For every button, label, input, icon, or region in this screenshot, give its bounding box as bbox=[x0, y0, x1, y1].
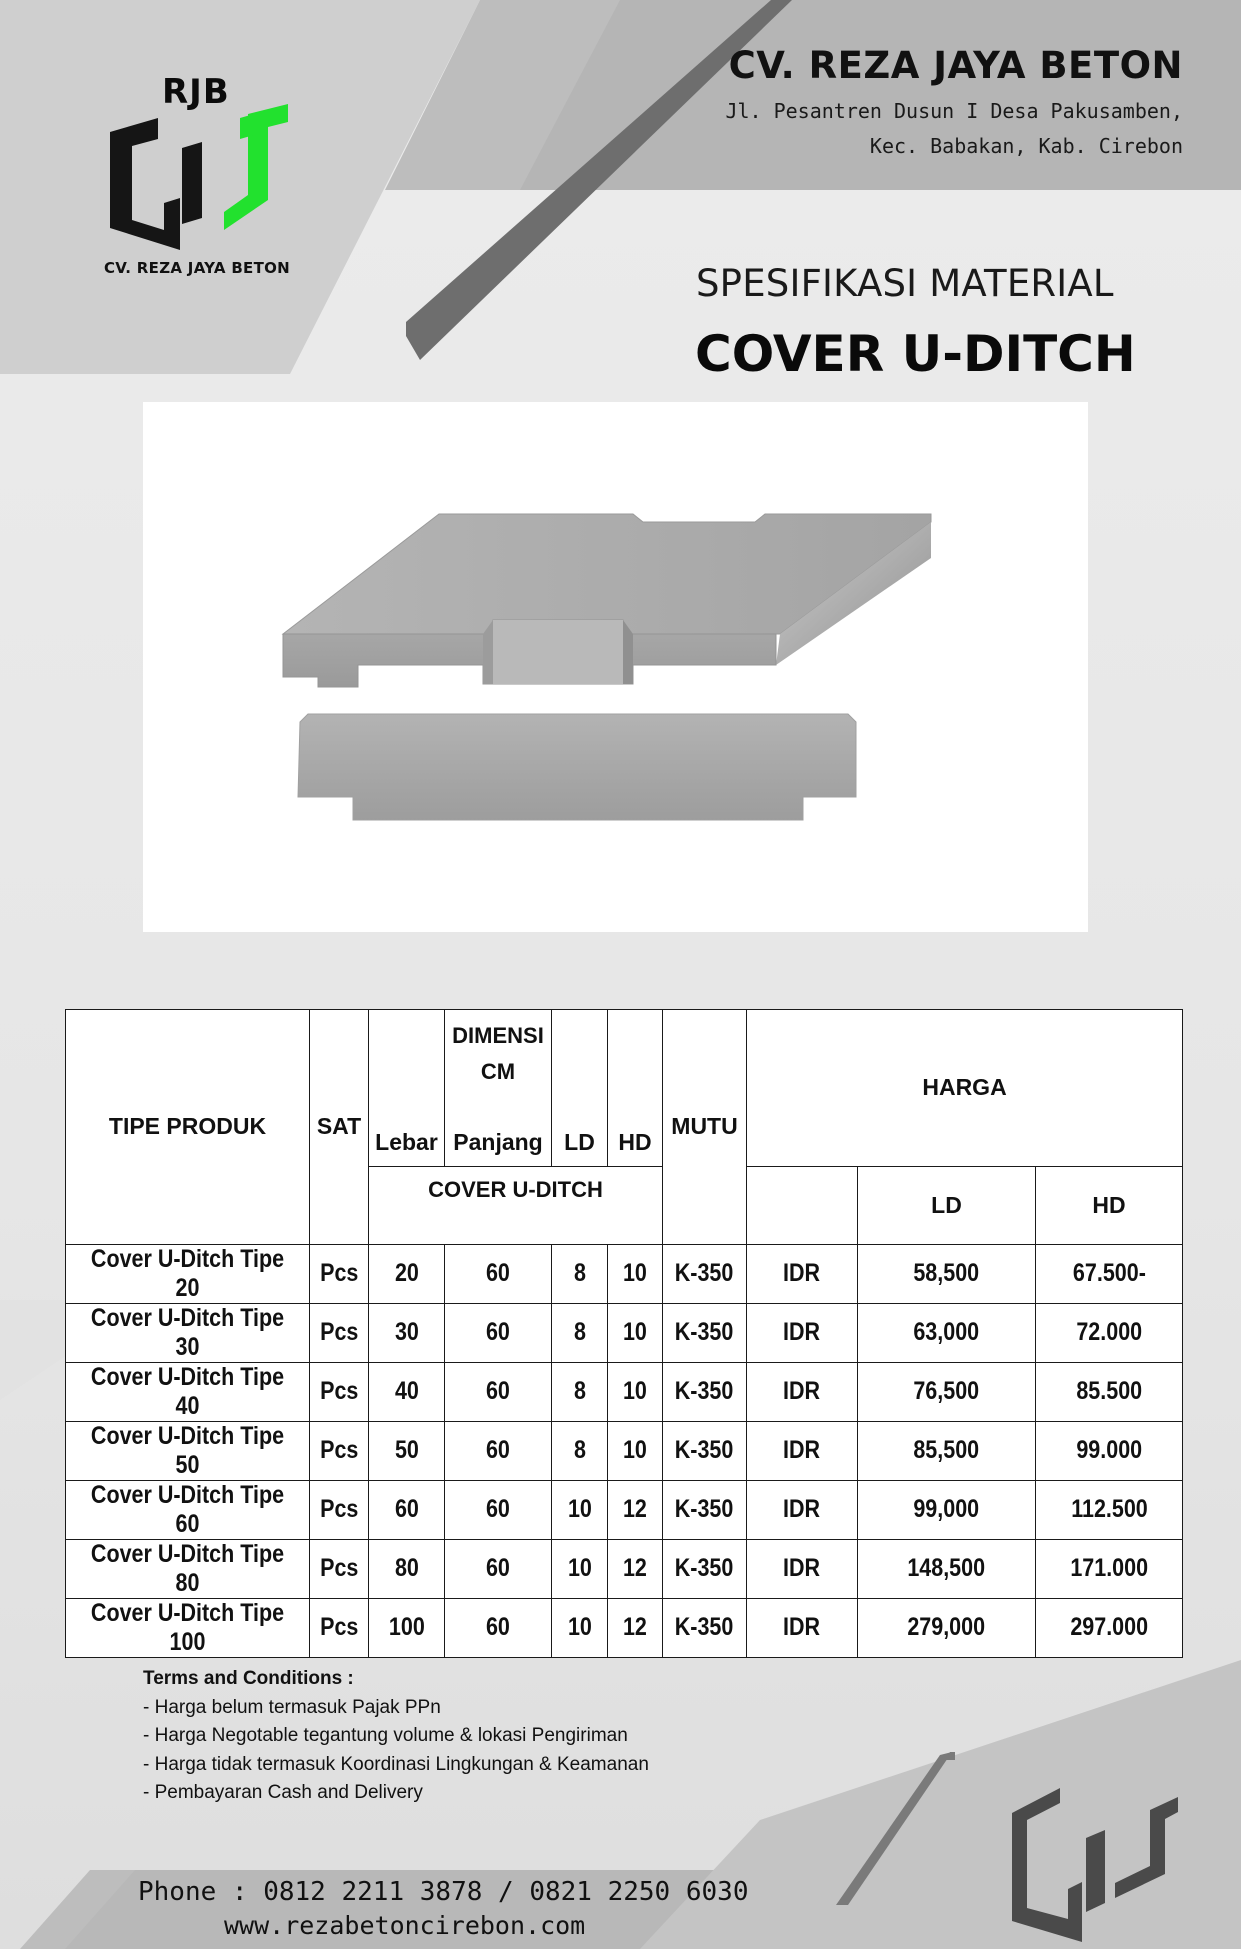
cell-currency bbox=[747, 1598, 858, 1657]
cell-harga-ld bbox=[858, 1480, 1036, 1539]
cell-harga-ld-text: 58,500 bbox=[913, 1259, 980, 1287]
cell-sat-text: Pcs bbox=[319, 1554, 359, 1582]
cell-harga-ld-text: 99,000 bbox=[913, 1495, 980, 1523]
cell-mutu bbox=[663, 1421, 747, 1480]
cell-currency-text: IDR bbox=[783, 1613, 821, 1641]
cell-sat bbox=[310, 1480, 369, 1539]
cell-currency bbox=[747, 1539, 858, 1598]
cell-lebar-text: 50 bbox=[394, 1436, 419, 1464]
cell-panjang-text: 60 bbox=[486, 1495, 510, 1523]
cell-currency-text: IDR bbox=[783, 1377, 821, 1405]
cell-currency bbox=[747, 1244, 858, 1303]
cell-currency bbox=[747, 1362, 858, 1421]
website-link[interactable]: www.rezabetoncirebon.com bbox=[224, 1911, 586, 1940]
cell-harga-ld bbox=[858, 1244, 1036, 1303]
cell-sat-text: Pcs bbox=[319, 1436, 359, 1464]
cell-panjang bbox=[445, 1362, 552, 1421]
header-harga: HARGA bbox=[747, 1010, 1183, 1167]
address-line-1: Jl. Pesantren Dusun I Desa Pakusamben, bbox=[725, 99, 1183, 123]
cell-hd-text: 10 bbox=[623, 1436, 647, 1464]
table-row bbox=[66, 1421, 1183, 1480]
cell-ld bbox=[552, 1539, 608, 1598]
header-spacer-lebar bbox=[369, 1010, 445, 1091]
cell-hd bbox=[608, 1480, 663, 1539]
cell-lebar-text: 30 bbox=[394, 1318, 419, 1346]
concrete-cover-slab-illustration-icon bbox=[143, 402, 1088, 932]
cell-mutu-text: K-350 bbox=[675, 1436, 734, 1464]
cell-hd-text: 10 bbox=[623, 1259, 647, 1287]
table-row bbox=[66, 1539, 1183, 1598]
header-dimensi-label: DIMENSI bbox=[452, 1023, 544, 1048]
cell-tipe-produk bbox=[66, 1480, 310, 1539]
table-body bbox=[66, 1244, 1183, 1657]
cell-hd-text: 10 bbox=[623, 1377, 647, 1405]
cell-tipe-produk bbox=[66, 1421, 310, 1480]
cell-tipe-produk-text: Cover U-Ditch Tipe 100 bbox=[90, 1598, 285, 1656]
cell-hd-text: 12 bbox=[623, 1613, 647, 1641]
cell-mutu bbox=[663, 1598, 747, 1657]
specification-table bbox=[65, 1009, 1183, 1658]
header-harga-hd: HD bbox=[1036, 1166, 1183, 1244]
cell-mutu-text: K-350 bbox=[675, 1613, 734, 1641]
header-currency-blank bbox=[747, 1166, 858, 1244]
cell-harga-ld-text: 63,000 bbox=[913, 1318, 980, 1346]
cell-sat bbox=[310, 1244, 369, 1303]
cell-harga-hd bbox=[1036, 1421, 1183, 1480]
header-lebar: Lebar bbox=[369, 1090, 445, 1166]
phone-number: Phone : 0812 2211 3878 / 0821 2250 6030 bbox=[138, 1877, 749, 1907]
cell-tipe-produk-text: Cover U-Ditch Tipe 60 bbox=[90, 1480, 285, 1538]
cell-ld-text: 10 bbox=[567, 1554, 592, 1582]
header-tipe-produk: TIPE PRODUK bbox=[66, 1010, 310, 1245]
terms-item: - Pembayaran Cash and Delivery bbox=[143, 1782, 423, 1803]
cell-panjang-text: 60 bbox=[486, 1554, 510, 1582]
cell-hd-text: 12 bbox=[623, 1495, 647, 1523]
header-spacer-ld bbox=[552, 1010, 608, 1091]
cell-hd bbox=[608, 1303, 663, 1362]
product-title: COVER U-DITCH bbox=[695, 325, 1136, 383]
cell-mutu bbox=[663, 1362, 747, 1421]
cell-lebar-text: 80 bbox=[394, 1554, 419, 1582]
cell-harga-hd bbox=[1036, 1303, 1183, 1362]
header-dimensi bbox=[445, 1010, 552, 1091]
cell-hd-text: 10 bbox=[623, 1318, 647, 1346]
cell-tipe-produk-text: Cover U-Ditch Tipe 40 bbox=[90, 1362, 285, 1420]
cell-harga-ld bbox=[858, 1598, 1036, 1657]
cell-lebar bbox=[369, 1598, 445, 1657]
cell-tipe-produk bbox=[66, 1244, 310, 1303]
cell-currency-text: IDR bbox=[783, 1554, 821, 1582]
cell-currency bbox=[747, 1421, 858, 1480]
header-cm-label: CM bbox=[480, 1059, 516, 1084]
cell-harga-hd bbox=[1036, 1598, 1183, 1657]
header-spacer-hd bbox=[608, 1010, 663, 1091]
cell-ld bbox=[552, 1244, 608, 1303]
cell-currency bbox=[747, 1303, 858, 1362]
header-cover-u-ditch: COVER U-DITCH bbox=[369, 1166, 663, 1244]
cell-mutu-text: K-350 bbox=[675, 1318, 734, 1346]
cell-currency-text: IDR bbox=[783, 1436, 821, 1464]
product-image-frame bbox=[143, 402, 1088, 932]
table-row bbox=[66, 1598, 1183, 1657]
cell-mutu bbox=[663, 1303, 747, 1362]
cell-harga-ld bbox=[858, 1362, 1036, 1421]
cell-panjang-text: 60 bbox=[486, 1436, 510, 1464]
cell-panjang-text: 60 bbox=[486, 1377, 510, 1405]
cell-hd bbox=[608, 1362, 663, 1421]
spec-label: SPESIFIKASI MATERIAL bbox=[696, 262, 1114, 305]
logo-abbreviation: RJB bbox=[162, 72, 230, 112]
header-mutu: MUTU bbox=[663, 1010, 747, 1245]
cell-sat bbox=[310, 1539, 369, 1598]
cell-ld bbox=[552, 1598, 608, 1657]
cell-harga-hd-text: 67.500- bbox=[1072, 1259, 1146, 1287]
cell-ld-text: 8 bbox=[573, 1318, 586, 1346]
cell-hd bbox=[608, 1244, 663, 1303]
cell-panjang bbox=[445, 1598, 552, 1657]
cell-harga-hd-text: 112.500 bbox=[1070, 1495, 1148, 1523]
cell-ld-text: 8 bbox=[573, 1436, 586, 1464]
terms-item: - Harga belum termasuk Pajak PPn bbox=[143, 1696, 441, 1718]
cell-harga-hd bbox=[1036, 1362, 1183, 1421]
cell-mutu bbox=[663, 1244, 747, 1303]
cell-mutu-text: K-350 bbox=[675, 1377, 734, 1405]
cell-harga-ld-text: 76,500 bbox=[913, 1377, 980, 1405]
cell-harga-hd-text: 297.000 bbox=[1070, 1613, 1148, 1641]
cell-harga-hd-text: 171.000 bbox=[1070, 1554, 1148, 1582]
cell-harga-ld bbox=[858, 1303, 1036, 1362]
cell-harga-hd-text: 99.000 bbox=[1076, 1436, 1142, 1464]
cell-hd bbox=[608, 1539, 663, 1598]
cell-sat bbox=[310, 1303, 369, 1362]
cell-sat-text: Pcs bbox=[319, 1318, 359, 1346]
address-line-2: Kec. Babakan, Kab. Cirebon bbox=[869, 134, 1183, 158]
cell-lebar-text: 40 bbox=[394, 1377, 419, 1405]
cell-ld bbox=[552, 1362, 608, 1421]
table-row bbox=[66, 1244, 1183, 1303]
cell-tipe-produk bbox=[66, 1598, 310, 1657]
cell-tipe-produk-text: Cover U-Ditch Tipe 30 bbox=[90, 1303, 285, 1361]
bg-top-right-panel bbox=[520, 0, 1241, 190]
cell-harga-hd bbox=[1036, 1480, 1183, 1539]
cell-currency-text: IDR bbox=[783, 1318, 821, 1346]
cell-lebar-text: 20 bbox=[394, 1259, 419, 1287]
cell-lebar bbox=[369, 1421, 445, 1480]
cell-lebar bbox=[369, 1480, 445, 1539]
cell-harga-hd-text: 85.500 bbox=[1076, 1377, 1142, 1405]
cell-lebar bbox=[369, 1303, 445, 1362]
terms-and-conditions bbox=[143, 1665, 649, 1808]
header-ld: LD bbox=[552, 1090, 608, 1166]
cell-mutu-text: K-350 bbox=[675, 1554, 734, 1582]
cell-tipe-produk-text: Cover U-Ditch Tipe 20 bbox=[90, 1244, 285, 1302]
cell-harga-hd bbox=[1036, 1244, 1183, 1303]
table-row bbox=[66, 1480, 1183, 1539]
cell-tipe-produk bbox=[66, 1539, 310, 1598]
cell-sat-text: Pcs bbox=[319, 1495, 359, 1523]
cell-sat-text: Pcs bbox=[319, 1377, 359, 1405]
cell-ld bbox=[552, 1480, 608, 1539]
cell-sat bbox=[310, 1421, 369, 1480]
cell-ld-text: 8 bbox=[573, 1259, 586, 1287]
cell-mutu bbox=[663, 1539, 747, 1598]
cell-panjang bbox=[445, 1480, 552, 1539]
header-sat: SAT bbox=[310, 1010, 369, 1245]
terms-title: Terms and Conditions : bbox=[143, 1668, 354, 1689]
cell-tipe-produk-text: Cover U-Ditch Tipe 50 bbox=[90, 1421, 285, 1479]
cell-panjang bbox=[445, 1244, 552, 1303]
cell-mutu bbox=[663, 1480, 747, 1539]
cell-harga-ld bbox=[858, 1421, 1036, 1480]
cell-mutu-text: K-350 bbox=[675, 1495, 734, 1523]
cell-harga-ld-text: 148,500 bbox=[907, 1554, 986, 1582]
cell-lebar bbox=[369, 1539, 445, 1598]
cell-ld bbox=[552, 1421, 608, 1480]
header-harga-ld: LD bbox=[858, 1166, 1036, 1244]
header-hd: HD bbox=[608, 1090, 663, 1166]
cell-sat bbox=[310, 1362, 369, 1421]
cell-harga-ld-text: 85,500 bbox=[913, 1436, 980, 1464]
cell-harga-ld-text: 279,000 bbox=[907, 1613, 986, 1641]
cell-sat bbox=[310, 1598, 369, 1657]
table-row bbox=[66, 1303, 1183, 1362]
cell-harga-hd bbox=[1036, 1539, 1183, 1598]
company-name: CV. REZA JAYA BETON bbox=[728, 44, 1183, 87]
cell-tipe-produk bbox=[66, 1303, 310, 1362]
cell-ld-text: 10 bbox=[567, 1613, 592, 1641]
cell-currency-text: IDR bbox=[783, 1495, 821, 1523]
cell-lebar-text: 100 bbox=[388, 1613, 425, 1641]
header-panjang: Panjang bbox=[445, 1090, 552, 1166]
cell-lebar-text: 60 bbox=[394, 1495, 419, 1523]
cell-sat-text: Pcs bbox=[319, 1613, 359, 1641]
cell-ld-text: 8 bbox=[573, 1377, 586, 1405]
cell-sat-text: Pcs bbox=[319, 1259, 359, 1287]
cell-tipe-produk bbox=[66, 1362, 310, 1421]
cell-ld-text: 10 bbox=[567, 1495, 592, 1523]
cell-lebar bbox=[369, 1244, 445, 1303]
cell-harga-hd-text: 72.000 bbox=[1076, 1318, 1142, 1346]
cell-ld bbox=[552, 1303, 608, 1362]
cell-hd-text: 12 bbox=[623, 1554, 647, 1582]
cell-harga-ld bbox=[858, 1539, 1036, 1598]
terms-item: - Harga tidak termasuk Koordinasi Lingkungan & Keamanan bbox=[143, 1753, 649, 1775]
cell-mutu-text: K-350 bbox=[675, 1259, 734, 1287]
cell-panjang bbox=[445, 1539, 552, 1598]
cell-panjang-text: 60 bbox=[486, 1259, 510, 1287]
cell-panjang-text: 60 bbox=[486, 1613, 510, 1641]
cell-currency-text: IDR bbox=[783, 1259, 821, 1287]
cell-lebar bbox=[369, 1362, 445, 1421]
cell-tipe-produk-text: Cover U-Ditch Tipe 80 bbox=[90, 1539, 285, 1597]
logo-caption: CV. REZA JAYA BETON bbox=[104, 259, 291, 277]
table-row bbox=[66, 1362, 1183, 1421]
cell-panjang bbox=[445, 1421, 552, 1480]
cell-hd bbox=[608, 1598, 663, 1657]
cell-hd bbox=[608, 1421, 663, 1480]
cell-panjang bbox=[445, 1303, 552, 1362]
terms-item: - Harga Negotable tegantung volume & lokasi Pengiriman bbox=[143, 1725, 628, 1746]
cell-panjang-text: 60 bbox=[486, 1318, 510, 1346]
cell-currency bbox=[747, 1480, 858, 1539]
